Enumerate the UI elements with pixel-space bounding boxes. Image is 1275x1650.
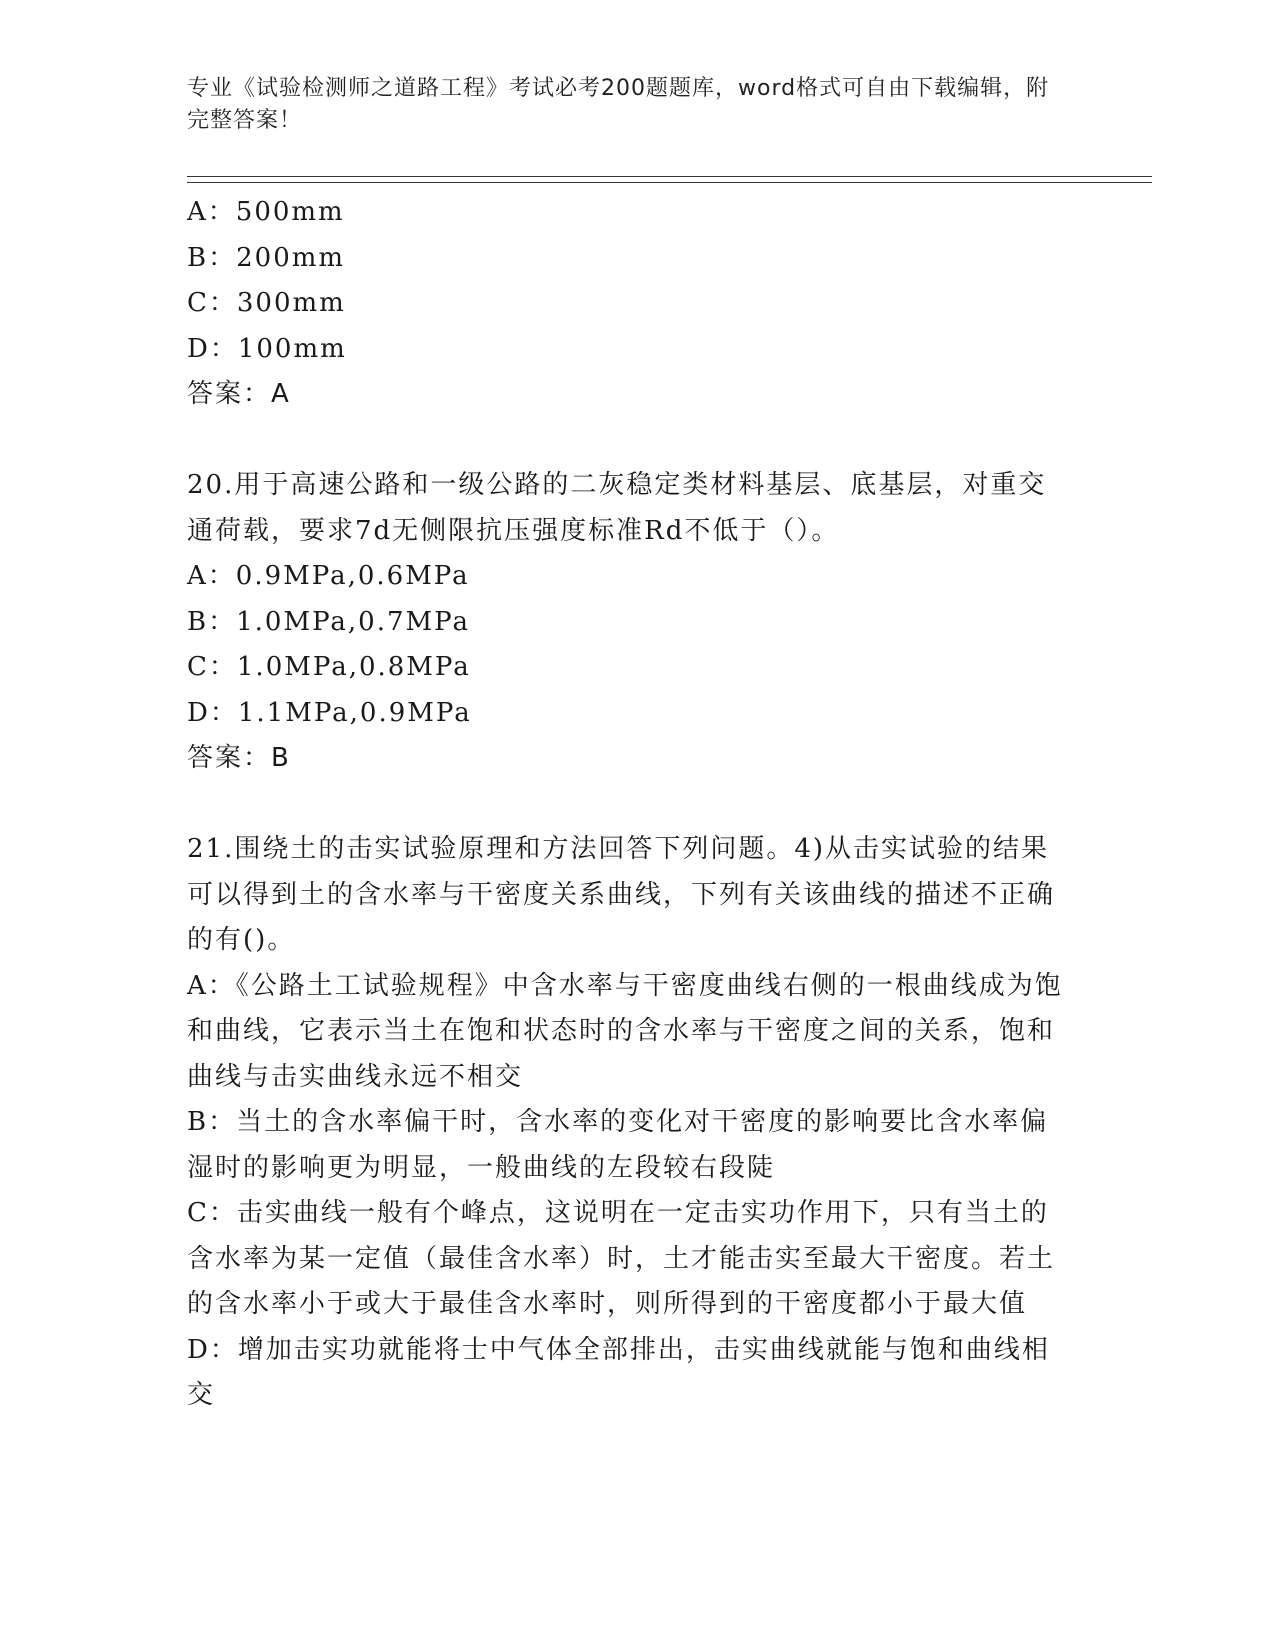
q20-question: 20.用于高速公路和一级公路的二灰稳定类材料基层、底基层，对重交通荷载，要求7d无侧限抗压强度标准Rd不低于（）。: [187, 470, 1047, 546]
q21-option-d: D：增加击实功就能将士中气体全部排出，击实曲线就能与饱和曲线相交: [187, 1334, 1050, 1410]
q21-option-a: A：《公路土工试验规程》中含水率与干密度曲线右侧的一根曲线成为饱和曲线，它表示当土在饱和状态时的含水率与干密度之间的关系，饱和曲线与击实曲线永远不相交: [187, 970, 1063, 1092]
q20-option-d: D：1.1MPa,0.9MPa: [187, 697, 472, 728]
question-20: [187, 463, 1067, 782]
document-header: 专业《试验检测师之道路工程》考试必考200题题库，word格式可自由下载编辑，附完整答案！: [187, 76, 1050, 133]
q20-answer: 答案：B: [187, 743, 291, 773]
question-21: [187, 827, 1067, 1419]
question-content: [187, 190, 1067, 1419]
q19-option-c: C：300mm: [187, 288, 346, 318]
q20-option-b: B：1.0MPa,0.7MPa: [187, 606, 470, 637]
q21-option-b: B：当土的含水率偏干时，含水率的变化对干密度的影响要比含水率偏湿时的影响更为明显，一般曲线的左段较右段陡: [187, 1107, 1049, 1183]
q21-question: 21.围绕土的击实试验原理和方法回答下列问题。4)从击实试验的结果可以得到土的含水率与干密度关系曲线，下列有关该曲线的描述不正确的有()。: [187, 834, 1056, 955]
q19-answer: 答案：A: [187, 379, 291, 409]
q19-option-a: A：500mm: [187, 197, 345, 227]
q20-option-c: C：1.0MPa,0.8MPa: [187, 652, 471, 682]
spacer: [187, 418, 1067, 464]
header-divider-bottom: [187, 182, 1152, 183]
q21-option-c: C：击实曲线一般有个峰点，这说明在一定击实功作用下，只有当土的含水率为某一定值（最佳含水率）时，土才能击实至最大干密度。若土的含水率小于或大于最佳含水率时，则所得到的干密度都小于最大值: [187, 1198, 1056, 1319]
q19-option-b: B：200mm: [187, 242, 346, 273]
spacer: [187, 782, 1067, 828]
question-19-options: [187, 190, 1067, 418]
header-divider-top: [187, 176, 1152, 177]
q20-option-a: A：0.9MPa,0.6MPa: [187, 561, 470, 591]
q19-option-d: D：100mm: [187, 333, 347, 364]
